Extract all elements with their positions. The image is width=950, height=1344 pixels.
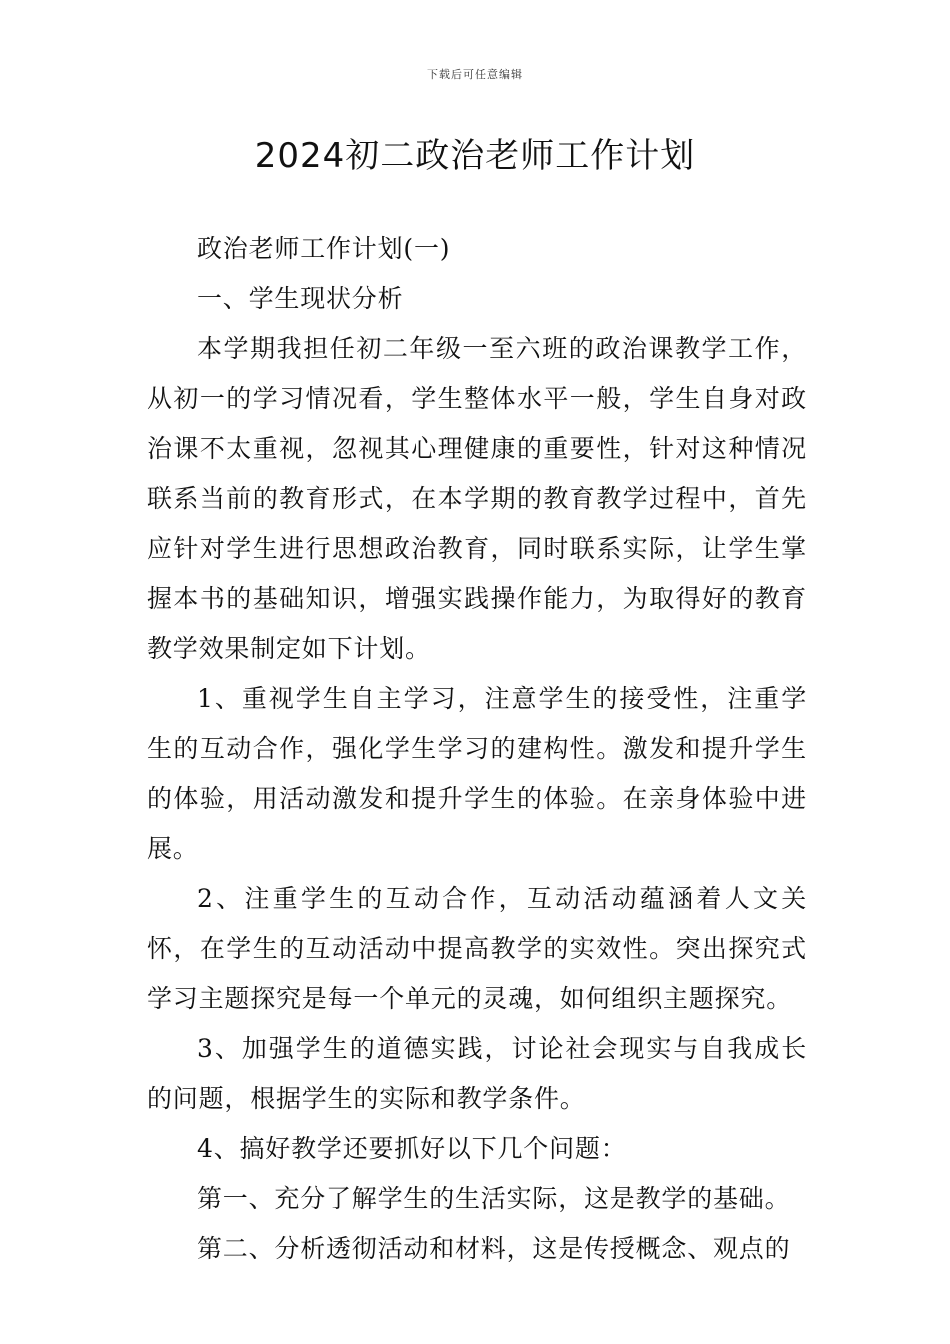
paragraph: 第二、分析透彻活动和材料，这是传授概念、观点的: [197, 1234, 791, 1263]
document-body: [147, 224, 807, 1274]
paragraph: 2、注重学生的互动合作，互动活动蕴涵着人文关怀，在学生的互动活动中提高教学的实效性。突出探究式学习主题探究是每一个单元的灵魂，如何组织主题探究。: [147, 884, 807, 1013]
paragraph: 第一、充分了解学生的生活实际，这是教学的基础。: [197, 1184, 791, 1213]
paragraph-subheading: 一、学生现状分析: [197, 284, 404, 313]
document-title: 2024初二政治老师工作计划: [254, 136, 696, 176]
header-note: 下载后可任意编辑: [427, 68, 523, 81]
paragraph: 3、加强学生的道德实践，讨论社会现实与自我成长的问题，根据学生的实际和教学条件。: [147, 1034, 807, 1113]
paragraph-section-heading: 政治老师工作计划(一): [197, 234, 451, 263]
paragraph: 1、重视学生自主学习，注意学生的接受性，注重学生的互动合作，强化学生学习的建构性。激发和提升学生的体验，用活动激发和提升学生的体验。在亲身体验中进展。: [147, 684, 807, 863]
paragraph: 4、搞好教学还要抓好以下几个问题：: [197, 1134, 627, 1163]
paragraph: 本学期我担任初二年级一至六班的政治课教学工作，从初一的学习情况看，学生整体水平一般，学生自身对政治课不太重视，忽视其心理健康的重要性，针对这种情况联系当前的教育形式，在本学期的教育教学过程中，首先应针对学生进行思想政治教育，同时联系实际，让学生掌握本书的基础知识，增强实践操作能力，为取得好的教育教学效果制定如下计划。: [147, 334, 807, 663]
